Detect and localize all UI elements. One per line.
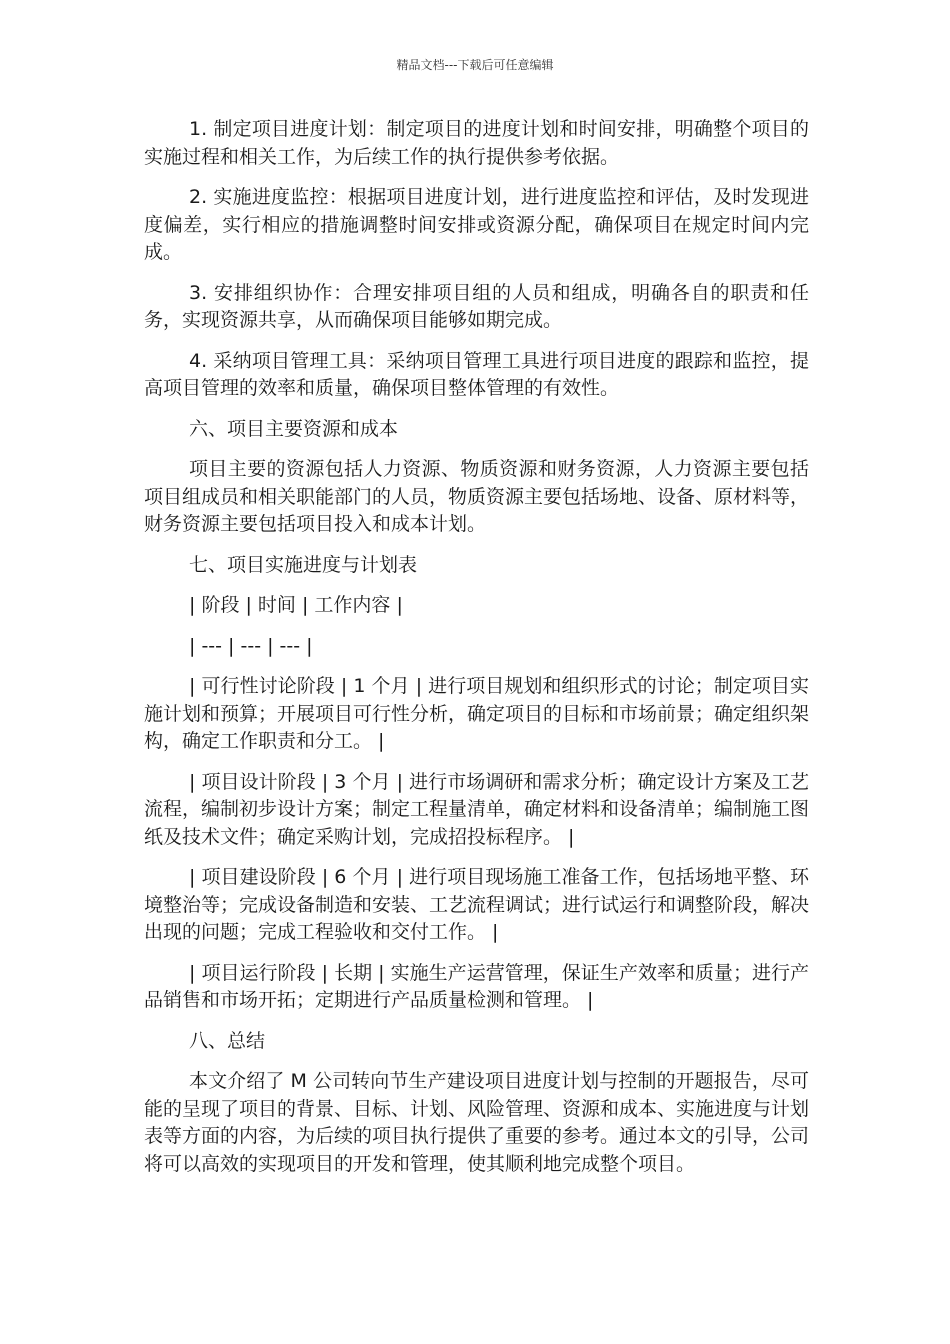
table-row-feasibility: | 可行性讨论阶段 | 1 个月 | 进行项目规划和组织形式的讨论；制定项目实施计划和预算；开展项目可行性分析，确定项目的目标和市场前景；确定组织架构，确定工作职责和分工。 |: [144, 675, 810, 752]
paragraph-plan: 1. 制定项目进度计划：制定项目的进度计划和时间安排，明确整个项目的实施过程和相关工作，为后续工作的执行提供参考依据。: [144, 118, 809, 168]
section-heading-resources: 六、项目主要资源和成本: [189, 417, 399, 440]
table-separator-row: | --- | --- | --- |: [189, 634, 313, 657]
table-row-design: | 项目设计阶段 | 3 个月 | 进行市场调研和需求分析；确定设计方案及工艺流程，编制初步设计方案；制定工程量清单，确定材料和设备清单；编制施工图纸及技术文件；确定采购计划，完成招投标程序。 |: [144, 770, 810, 848]
paragraph-tools: 4. 采纳项目管理工具：采纳项目管理工具进行项目进度的跟踪和监控，提高项目管理的效率和质量，确保项目整体管理的有效性。: [144, 349, 809, 399]
document-body: [144, 116, 809, 1191]
table-row-operation: | 项目运行阶段 | 长期 | 实施生产运营管理，保证生产效率和质量；进行产品销售和市场开拓；定期进行产品质量检测和管理。 |: [144, 961, 809, 1011]
paragraph-summary: 本文介绍了 M 公司转向节生产建设项目进度计划与控制的开题报告，尽可能的呈现了项目的背景、目标、计划、风险管理、资源和成本、实施进度与计划表等方面的内容，为后续的项目执行提供了重要的参考。通过本文的引导，公司将可以高效的实现项目的开发和管理，使其顺利地完成整个项目。: [144, 1070, 810, 1175]
paragraph-monitor: 2. 实施进度监控：根据项目进度计划，进行进度监控和评估，及时发现进度偏差，实行相应的措施调整时间安排或资源分配，确保项目在规定时间内完成。: [144, 186, 809, 263]
paragraph-collaboration: 3. 安排组织协作：合理安排项目组的人员和组成，明确各自的职责和任务，实现资源共享，从而确保项目能够如期完成。: [144, 281, 809, 331]
table-header-row: | 阶段 | 时间 | 工作内容 |: [189, 594, 403, 616]
paragraph-resources: 项目主要的资源包括人力资源、物质资源和财务资源，人力资源主要包括项目组成员和相关职能部门的人员，物质资源主要包括场地、设备、原材料等，财务资源主要包括项目投入和成本计划。: [144, 458, 810, 535]
table-row-construction: | 项目建设阶段 | 6 个月 | 进行项目现场施工准备工作，包括场地平整、环境整治等；完成设备制造和安装、工艺流程调试；进行试运行和调整阶段，解决出现的问题；完成工程验收和交付工作。 |: [144, 866, 810, 943]
section-heading-summary: 八、总结: [189, 1029, 266, 1052]
section-heading-schedule: 七、项目实施进度与计划表: [189, 553, 418, 576]
page-header: 精品文档---下载后可任意编辑: [396, 58, 554, 72]
